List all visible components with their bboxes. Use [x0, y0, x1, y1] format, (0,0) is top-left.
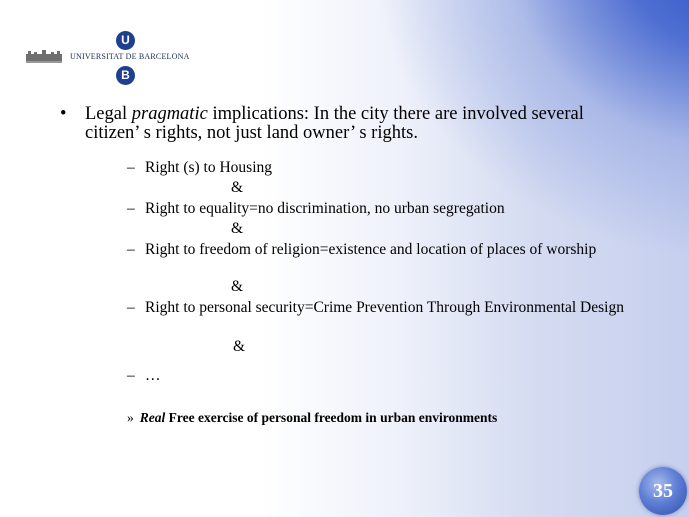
logo-b-circle: B	[116, 66, 135, 85]
ampersand-1: &	[231, 179, 244, 196]
university-logo	[26, 31, 196, 89]
bullet-text: Legal pragmatic implications: In the city there are involved several citizen’ s rights, not just land owner’ s rights.	[85, 104, 584, 143]
conclusion-emphasis: Real	[139, 410, 166, 425]
bullet-emphasis: pragmatic	[131, 104, 208, 124]
conclusion-line	[127, 410, 497, 426]
ampersand-3: &	[231, 278, 244, 295]
slide: UNIVERSITAT DE BARCELONA U B • Legal pragmatic implications: In the city there are involved several citizen’ s rights, not just land owner’ s rights. – Right (s) to Housing & – Right to equality=no discrimination, no urban segregation & – Right to freedom of religion=existence and location of places of worship & – Right to personal security=Crime Prevention Through Environmental Design & – … » Real Free exercise of personal freedom in urban environments 35	[0, 0, 689, 517]
crest-icon	[26, 50, 62, 64]
logo-u-circle: U	[116, 31, 135, 50]
ampersand-2: &	[231, 220, 244, 237]
bullet-marker: •	[60, 104, 67, 124]
conclusion-marker: »	[127, 410, 134, 425]
ampersand-4: &	[233, 338, 246, 355]
university-name: UNIVERSITAT DE BARCELONA	[70, 52, 190, 61]
conclusion-text: Free exercise of personal freedom in urban environments	[165, 410, 498, 425]
page-number-badge: 35	[639, 467, 687, 515]
